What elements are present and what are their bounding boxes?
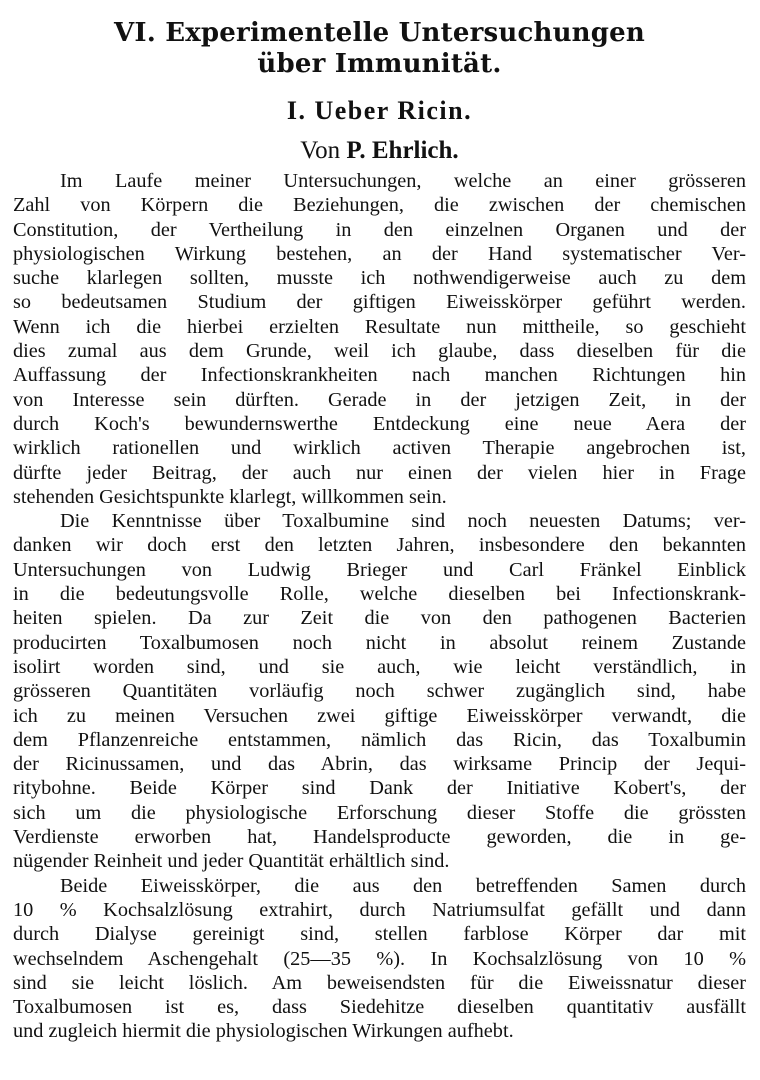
text-line: wirklich rationellen und wirklich activen Therapie angebrochen ist, xyxy=(13,437,746,460)
chapter-title-line-2: über Immunität. xyxy=(257,49,502,79)
text-line: wechselndem Aschengehalt (25—35 %). In Kochsalzlösung von 10 % xyxy=(13,947,746,970)
article-body xyxy=(13,169,746,1044)
section-subtitle: I. Ueber Ricin. xyxy=(286,96,473,125)
text-line: sich um die physiologische Erforschung dieser Stoffe die grössten xyxy=(13,801,746,824)
text-line: dürfte jeder Beitrag, der auch nur einen der vielen hier in Frage xyxy=(13,461,746,484)
text-line: in die bedeutungsvolle Rolle, welche dieselben bei Infectionskrank- xyxy=(13,583,746,606)
chapter-title-line-1: VI. Experimentelle Untersuchungen xyxy=(113,18,646,48)
text-line: producirten Toxalbumosen noch nicht in absolut reinem Zustande xyxy=(13,631,746,654)
text-line: Constitution, der Vertheilung in den einzelnen Organen und der xyxy=(13,218,746,241)
chapter-title xyxy=(13,18,746,80)
text-line: ritybohne. Beide Körper sind Dank der Initiative Kobert's, der xyxy=(13,777,746,800)
paragraph-1 xyxy=(13,169,746,509)
text-line: dies zumal aus dem Grunde, weil ich glaube, dass dieselben für die xyxy=(13,340,746,363)
text-line: von Interesse sein dürften. Gerade in der jetzigen Zeit, in der xyxy=(13,388,746,411)
paragraph-3 xyxy=(13,874,746,1044)
text-line: nügender Reinheit und jeder Quantität erhältlich sind. xyxy=(13,850,450,873)
text-line: heiten spielen. Da zur Zeit die von den pathogenen Bacterien xyxy=(13,607,746,630)
text-line: ich zu meinen Versuchen zwei giftige Eiweisskörper verwandt, die xyxy=(13,704,746,727)
text-line: der Ricinussamen, und das Abrin, das wirksame Princip der Jequi- xyxy=(13,753,746,776)
text-line: Verdienste erworben hat, Handelsproducte geworden, die in ge- xyxy=(13,826,746,849)
text-line: so bedeutsamen Studium der giftigen Eiweisskörper geführt werden. xyxy=(13,291,746,314)
text-line: sind sie leicht löslich. Am beweisendsten für die Eiweissnatur dieser xyxy=(13,971,746,994)
author-prefix: Von xyxy=(300,137,341,164)
text-line: Beide Eiweisskörper, die aus den betreffenden Samen durch xyxy=(60,874,746,897)
author-name: P. Ehrlich. xyxy=(346,137,459,164)
page xyxy=(13,18,746,1044)
text-line: dem Pflanzenreiche entstammen, nämlich das Ricin, das Toxalbumin xyxy=(13,728,746,751)
text-line: suche klarlegen sollten, musste ich nothwendigerweise auch zu dem xyxy=(13,267,746,290)
paragraph-2 xyxy=(13,509,746,873)
text-line: Auffassung der Infectionskrankheiten nach manchen Richtungen hin xyxy=(13,364,746,387)
text-line: 10 % Kochsalzlösung extrahirt, durch Natriumsulfat gefällt und dann xyxy=(13,898,746,921)
text-line: isolirt worden sind, und sie auch, wie leicht verständlich, in xyxy=(13,655,746,678)
text-line: und zugleich hiermit die physiologischen Wirkungen aufhebt. xyxy=(13,1020,514,1043)
text-line: danken wir doch erst den letzten Jahren, insbesondere den bekannten xyxy=(13,534,746,557)
text-line: physiologischen Wirkung bestehen, an der Hand systematischer Ver- xyxy=(13,242,746,265)
text-line: Zahl von Körpern die Beziehungen, die zwischen der chemischen xyxy=(13,194,746,217)
text-line: durch Koch's bewundernswerthe Entdeckung eine neue Aera der xyxy=(13,412,746,435)
text-line: stehenden Gesichtspunkte klarlegt, willkommen sein. xyxy=(13,485,447,508)
text-line: Die Kenntnisse über Toxalbumine sind noch neuesten Datums; ver- xyxy=(60,510,746,533)
text-line: Im Laufe meiner Untersuchungen, welche an einer grösseren xyxy=(60,170,746,192)
text-line: durch Dialyse gereinigt sind, stellen farblose Körper dar mit xyxy=(13,923,746,946)
text-line: grösseren Quantitäten vorläufig noch schwer zugänglich sind, habe xyxy=(13,680,746,703)
text-line: Toxalbumosen ist es, dass Siedehitze dieselben quantitativ ausfällt xyxy=(13,996,746,1019)
author-line xyxy=(13,136,746,166)
text-line: Wenn ich die hierbei erzielten Resultate nun mittheile, so geschieht xyxy=(13,315,746,338)
text-line: Untersuchungen von Ludwig Brieger und Carl Fränkel Einblick xyxy=(13,558,746,581)
